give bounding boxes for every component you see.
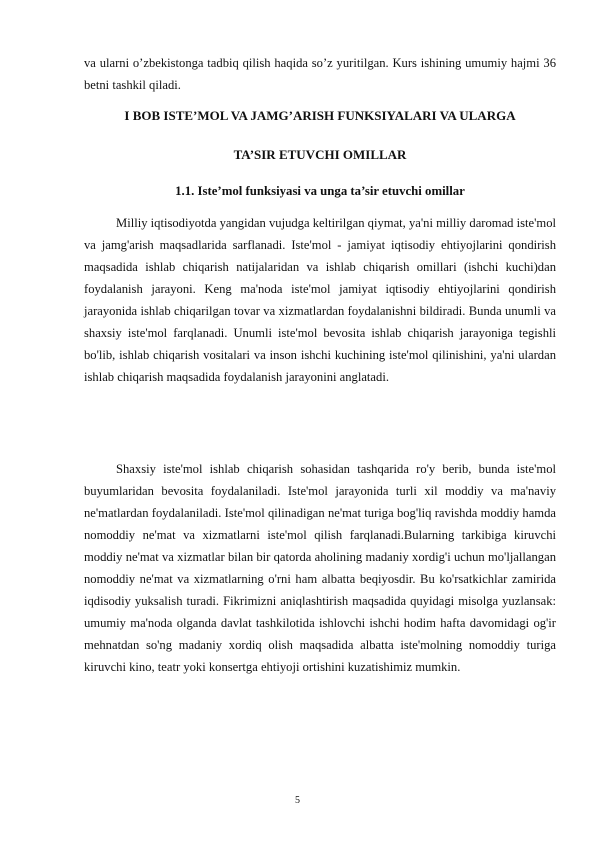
chapter-title-line-2: TA’SIR ETUVCHI OMILLAR [233, 147, 407, 162]
body-paragraph-1: Milliy iqtisodiyotda yangidan vujudga keltirilgan qiymat, ya'ni milliy daromad iste'mol va jamg'arish maqsadlarida sarflanadi. Iste'mol - jamiyat iqtisodiy ehtiyojlarini qondirish maqsadida ishlab chiqarish natijalaridan va ishlab chiqarish omillari (ishchi kuchi)dan foydalanish jarayoni. Keng ma'noda iste'mol jamiyat iqtisodiy ehtiyojlarini qondirish jarayonida ishlab chiqarilgan tovar va xizmatlardan foydalanishni bildiradi. Bunda unumli va shaxsiy iste'mol farqlanadi. Unumli iste'mol bevosita ishlab chiqarish jarayoniga tegishli bo'lib, ishlab chiqarish vositalari va inson ishchi kuchining iste'mol qilinishini, ya'ni ulardan ishlab chiqarish maqsadida foydalanish jarayonini anglatadi. [84, 216, 556, 384]
body-paragraph-2: Shaxsiy iste'mol ishlab chiqarish sohasidan tashqarida ro'y berib, bunda iste'mol buyumlaridan bevosita foydalaniladi. Iste'mol jarayonida turli xil moddiy va ma'naviy ne'matlardan foydalaniladi. Iste'mol qilinadigan ne'mat turiga bog'liq ravishda moddiy hamda nomoddiy ne'mat va xizmatlarni iste'mol qilish farqlanadi.Bularning tarkibiga kiruvchi moddiy ne'mat va xizmatlar bilan bir qatorda aholining madaniy xordig'i uchun mo'ljallangan nomoddiy ne'mat va xizmatlarning o'rni ham albatta beqiyosdir. Bu ko'rsatkichlar zamirida iqdisodiy yuksalish turadi. Fikrimizni aniqlashtirish maqsadida quyidagi misolga yuzlansak: umumiy ma'noda olganda davlat tashkilotida ishlovchi ishchi hodim hafta davomidagi og'ir mehnatdan so'ng madaniy xordiq olish maqsadida albatta iste'molning nomoddiy turiga kiruvchi kino, teatr yoki konsertga ehtiyoji ortishini kuzatishimiz mumkin. [84, 462, 556, 674]
chapter-title-line-1: I BOB ISTE’MOL VA JAMG’ARISH FUNKSIYALARI VA ULARGA [124, 108, 516, 123]
section-title: 1.1. Iste’mol funksiyasi va unga ta’sir etuvchi omillar [175, 184, 465, 198]
page-number: 5 [295, 795, 300, 806]
intro-paragraph: va ularni o’zbekistonga tadbiq qilish haqida so’z yuritilgan. Kurs ishining umumiy hajmi 36 betni tashkil qiladi. [84, 56, 556, 92]
